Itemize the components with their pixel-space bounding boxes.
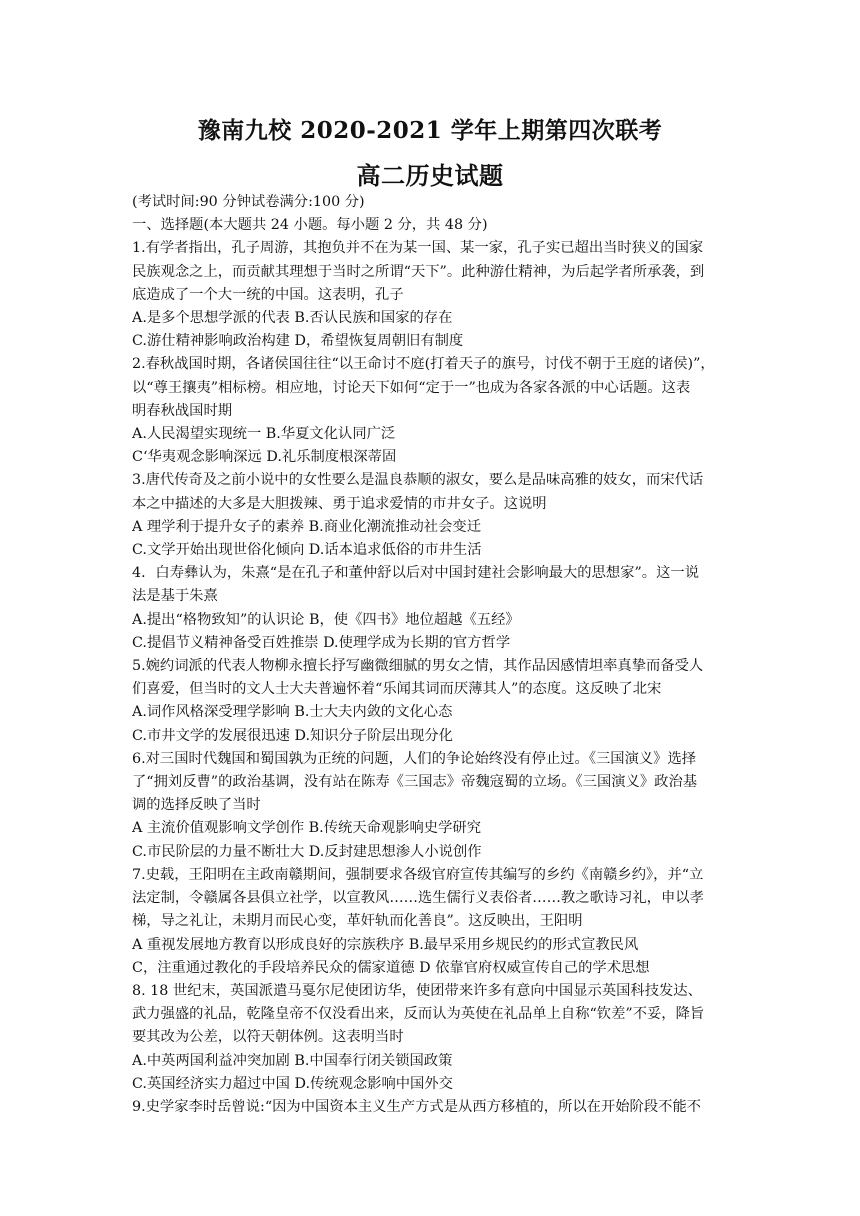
text-line: 武力强盛的礼品，乾隆皇帝不仅没看出来，反而认为英使在礼品单上自称“钦差”不妥，降旨 (132, 1006, 705, 1023)
text-line: C.市民阶层的力量不断壮大 D.反封建思想渗人小说创作 (132, 843, 482, 860)
text-line: 底造成了一个大一统的中国。这表明，孔子 (132, 286, 404, 303)
text-line: 梯，导之礼让，未期月而民心变，革奸轨而化善良”。这反映出，王阳明 (132, 913, 583, 930)
text-line: 民族观念之上，而贡献其理想于当时之所谓“天下”。此种游仕精神，为后起学者所承袭，到 (132, 263, 705, 280)
text-line: 以“尊王攘夷”相标榜。相应地，讨论天下如何“定于一”也成为各家各派的中心话题。这表 (132, 379, 691, 396)
text-line: 6.对三国时代魏国和蜀国孰为正统的问题，人们的争论始终没有停止过。《三国演义》选择 (132, 750, 697, 767)
text-line: 5.婉约词派的代表人物柳永擅长抒写幽微细腻的男女之情，其作品因感情坦率真挚而备受人 (132, 658, 704, 675)
text-line: A.是多个思想学派的代表 B.否认民族和国家的存在 (132, 310, 453, 327)
text-line: A 理学利于提升女子的素养 B.商业化潮流推动社会变迁 (132, 518, 481, 535)
text-line: 7.史载，王阳明在主政南赣期间，强制要求各级官府宣传其编写的乡约《南赣乡约》，并“立 (132, 866, 704, 883)
exam-subtitle: 高二历史试题 (356, 161, 504, 190)
text-line: C.文学开始出现世俗化倾向 D.话本追求低俗的市井生活 (132, 542, 482, 559)
text-line: 们喜爱，但当时的文人士大夫普遍怀着“乐闻其词而厌薄其人”的态度。这反映了北宋 (132, 681, 662, 698)
exam-body (132, 191, 732, 1119)
text-line: A 重视发展地方教育以形成良好的宗族秩序 B.最早采用乡规民约的形式宣教民风 (132, 936, 639, 953)
exam-title: 豫南九校 2020-2021 学年上期第四次联考 (197, 117, 663, 144)
text-line: A.提出“格物致知”的认识论 B，使《四书》地位超越《五经》 (132, 611, 520, 628)
text-line: 一、选择题(本大题共 24 小题。每小题 2 分，共 48 分) (132, 217, 488, 234)
text-line: 4．白寿彝认为，朱熹“是在孔子和董仲舒以后对中国封建社会影响最大的思想家”。这一说 (132, 565, 699, 582)
text-line: C‘华夷观念影响深远 D.礼乐制度根深蒂固 (132, 449, 397, 466)
text-line: (考试时间:90 分钟试卷满分:100 分) (132, 194, 365, 210)
text-line: C，注重通过教化的手段培养民众的儒家道德 D 依靠官府权威宣传自己的学术思想 (132, 959, 650, 976)
text-line: 明春秋战国时期 (132, 402, 233, 419)
text-line: 1.有学者指出，孔子周游，其抱负并不在为某一国、某一家，孔子实已超出当时狭义的国家 (132, 240, 704, 257)
text-line: C.英国经济实力超过中国 D.传统观念影响中国外交 (132, 1075, 453, 1092)
text-line: 调的选择反映了当时 (132, 797, 261, 814)
text-line: A.词作风格深受理学影响 B.士大夫内敛的文化心态 (132, 704, 453, 721)
text-line: C.游仕精神影响政治构建 D，希望恢复周朝旧有制度 (132, 333, 464, 350)
text-line: C.提倡节义精神备受百姓推崇 D.使理学成为长期的官方哲学 (132, 634, 511, 651)
text-line: A.中英两国利益冲突加剧 B.中国奉行闭关锁国政策 (132, 1052, 453, 1069)
text-line: 2.春秋战国时期，各诸侯国往往“以王命讨不庭(打着天子的旗号，讨伐不朝于王庭的诸侯)”， (132, 356, 715, 373)
text-line: 了“拥刘反曹”的政治基调，没有站在陈寿《三国志》帝魏寇蜀的立场。《三国演义》政治基 (132, 774, 698, 791)
text-line: C.市井文学的发展很迅速 D.知识分子阶层出现分化 (132, 727, 453, 744)
text-line: 法定制，令赣属各县俱立社学，以宣教风……选生儒行义表俗者……教之歌诗习礼，申以孝 (132, 890, 704, 907)
text-line: 9.史学家李时岳曾说:“因为中国资本主义生产方式是从西方移植的，所以在开始阶段不能不 (132, 1098, 702, 1115)
text-line: 3.唐代传奇及之前小说中的女性要么是温良恭顺的淑女，要么是品味高雅的妓女，而宋代话 (132, 472, 704, 489)
text-line: A.人民渴望实现统一 B.华夏文化认同广泛 (132, 426, 396, 443)
text-line: 要其改为公差，以符天朝体例。这表明当时 (132, 1029, 404, 1046)
text-line: A 主流价值观影响文学创作 B.传统天命观影响史学研究 (132, 820, 481, 837)
text-line: 本之中描述的大多是大胆拨辣、勇于追求爱情的市井女子。这说明 (132, 495, 547, 512)
text-line: 8. 18 世纪末，英国派遣马戛尔尼使团访华，使团带来许多有意向中国显示英国科技发达、 (132, 982, 702, 999)
text-line: 法是基于朱熹 (132, 588, 218, 605)
